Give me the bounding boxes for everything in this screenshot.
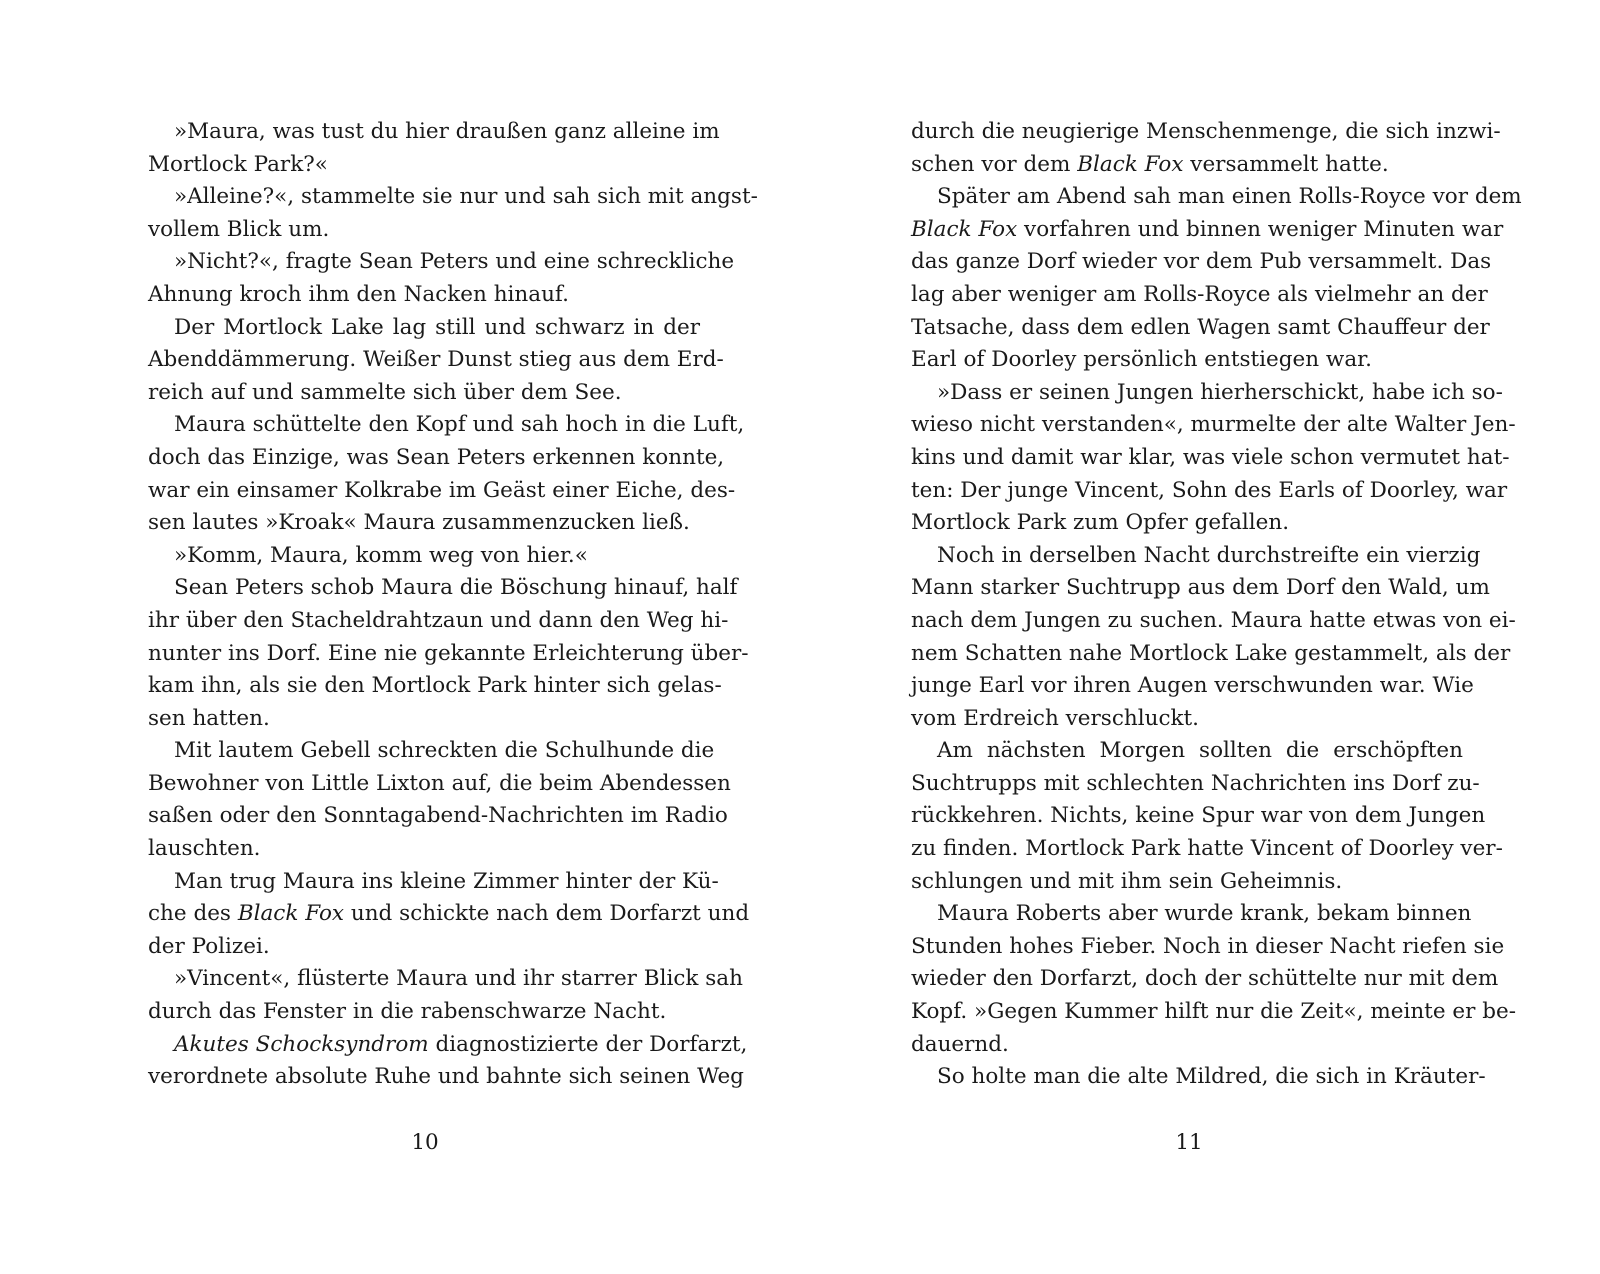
text-line: Noch in derselben Nacht durchstreifte ein vierzig xyxy=(937,542,1481,568)
text-line: kam ihn, als sie den Mortlock Park hinter sich gelas- xyxy=(148,673,722,699)
text-line xyxy=(148,1029,748,1062)
left-page-number: 10 xyxy=(411,1130,439,1155)
text-segment: schen vor dem xyxy=(911,151,1078,177)
text-line: »Dass er seinen Jungen hierherschickt, habe ich so- xyxy=(937,379,1503,405)
text-line: vom Erdreich verschluckt. xyxy=(911,705,1199,731)
text-line: wieder den Dorfarzt, doch der schüttelte nur mit dem xyxy=(911,966,1499,992)
text-line xyxy=(148,898,750,931)
text-line: lauschten. xyxy=(148,836,261,862)
text-line: saßen oder den Sonntagabend-Nachrichten im Radio xyxy=(148,803,728,829)
text-line: Stunden hohes Fieber. Noch in dieser Nacht riefen sie xyxy=(911,933,1505,959)
text-line: Maura schüttelte den Kopf und sah hoch in die Luft, xyxy=(174,412,745,438)
text-line: Später am Abend sah man einen Rolls-Royce vor dem xyxy=(937,184,1522,210)
text-line: Man trug Maura ins kleine Zimmer hinter der Kü- xyxy=(174,868,719,894)
text-line: Mit lautem Gebell schreckten die Schulhunde die xyxy=(174,738,715,764)
left-page-text xyxy=(148,116,758,1094)
text-line: lag aber weniger am Rolls-Royce als vielmehr an der xyxy=(911,281,1488,307)
text-line: doch das Einzige, was Sean Peters erkennen konnte, xyxy=(148,444,725,470)
text-line: Tatsache, dass dem edlen Wagen samt Chauffeur der xyxy=(911,314,1490,340)
text-line: »Vincent«, flüsterte Maura und ihr starrer Blick sah xyxy=(174,966,743,992)
right-page-text xyxy=(911,116,1522,1094)
text-line: Mortlock Park?« xyxy=(148,151,328,177)
text-line: »Alleine?«, stammelte sie nur und sah sich mit angst- xyxy=(174,184,758,210)
text-line: junge Earl vor ihren Augen verschwunden war. Wie xyxy=(911,673,1474,699)
text-line: sen hatten. xyxy=(148,705,270,731)
text-line: Ahnung kroch ihm den Nacken hinauf. xyxy=(148,281,569,307)
text-line: Am nächsten Morgen sollten die erschöpften xyxy=(937,738,1463,764)
text-segment: versammelt hatte. xyxy=(1183,151,1389,177)
text-line: nunter ins Dorf. Eine nie gekannte Erleichterung über- xyxy=(148,640,749,666)
italic-text: Black Fox xyxy=(237,901,345,927)
text-segment: vorfahren und binnen weniger Minuten war xyxy=(1017,216,1504,242)
text-line: »Maura, was tust du hier draußen ganz alleine im xyxy=(174,119,720,144)
text-line xyxy=(911,149,1463,182)
text-line: verordnete absolute Ruhe und bahnte sich seinen Weg xyxy=(148,1064,744,1090)
text-line: nach dem Jungen zu suchen. Maura hatte etwas von ei- xyxy=(911,607,1516,633)
text-line: das ganze Dorf wieder vor dem Pub versammelt. Das xyxy=(911,249,1492,275)
text-line: Mann starker Suchtrupp aus dem Dorf den Wald, um xyxy=(911,575,1490,601)
text-segment: che des xyxy=(148,901,238,927)
text-line: kins und damit war klar, was viele schon vermutet hat- xyxy=(911,444,1510,470)
right-page-number: 11 xyxy=(1175,1130,1203,1155)
text-line: Bewohner von Little Lixton auf, die beim Abendessen xyxy=(148,770,731,796)
text-line: sen lautes »Kroak« Maura zusammenzucken ließ. xyxy=(148,510,690,536)
text-line: »Nicht?«, fragte Sean Peters und eine schreckliche xyxy=(174,249,735,275)
text-line: So holte man die alte Mildred, die sich in Kräuter- xyxy=(937,1064,1486,1090)
text-line: Mortlock Park zum Opfer gefallen. xyxy=(911,510,1290,536)
text-line: »Komm, Maura, komm weg von hier.« xyxy=(174,542,588,568)
text-line: durch die neugierige Menschenmenge, die sich inzwi- xyxy=(911,119,1501,144)
text-segment: diagnostizierte der Dorfarzt, xyxy=(428,1031,748,1057)
text-line: ihr über den Stacheldrahtzaun und dann den Weg hi- xyxy=(148,607,729,633)
italic-text: Black Fox xyxy=(911,216,1018,242)
text-line: vollem Blick um. xyxy=(148,216,330,242)
text-line: Earl of Doorley persönlich entstiegen war. xyxy=(911,347,1372,373)
italic-text: Akutes Schocksyndrom xyxy=(174,1031,429,1057)
text-line: Maura Roberts aber wurde krank, bekam binnen xyxy=(937,901,1472,927)
text-line: ten: Der junge Vincent, Sohn des Earls of Doorley, war xyxy=(911,477,1508,503)
text-line: war ein einsamer Kolkrabe im Geäst einer Eiche, des- xyxy=(148,477,736,503)
text-segment: und schickte nach dem Dorfarzt und xyxy=(344,901,750,927)
text-line: nem Schatten nahe Mortlock Lake gestammelt, als der xyxy=(911,640,1511,666)
text-line: dauernd. xyxy=(911,1031,1009,1057)
text-line: rückkehren. Nichts, keine Spur war von dem Jungen xyxy=(911,803,1486,829)
text-line: reich auf und sammelte sich über dem See. xyxy=(148,379,622,405)
text-line: wieso nicht verstanden«, murmelte der alte Walter Jen- xyxy=(911,412,1516,438)
text-line: schlungen und mit ihm sein Geheimnis. xyxy=(911,868,1343,894)
text-line: Der Mortlock Lake lag still und schwarz in der xyxy=(174,314,700,340)
text-line: Abenddämmerung. Weißer Dunst stieg aus dem Erd- xyxy=(148,347,724,373)
italic-text: Black Fox xyxy=(1077,151,1184,177)
text-line: Suchtrupps mit schlechten Nachrichten ins Dorf zu- xyxy=(911,770,1480,796)
text-line: der Polizei. xyxy=(148,933,270,959)
text-line: durch das Fenster in die rabenschwarze Nacht. xyxy=(148,999,667,1025)
text-line xyxy=(911,214,1504,247)
text-line: Sean Peters schob Maura die Böschung hinauf, half xyxy=(174,575,738,601)
text-line: Kopf. »Gegen Kummer hilft nur die Zeit«, meinte er be- xyxy=(911,999,1516,1025)
text-line: zu finden. Mortlock Park hatte Vincent of Doorley ver- xyxy=(911,836,1503,862)
